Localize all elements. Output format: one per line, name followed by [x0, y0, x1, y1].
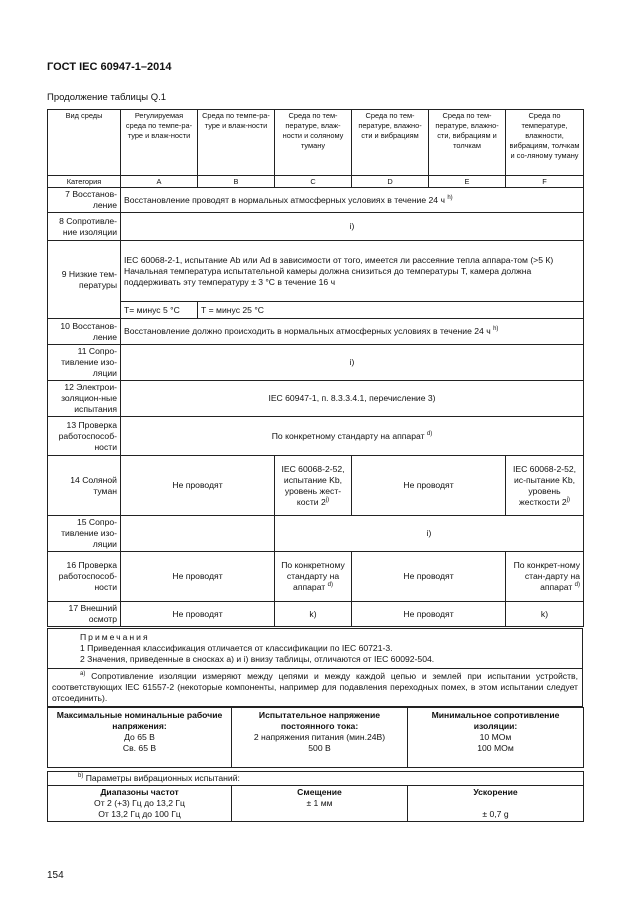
row-11-text: i)	[121, 345, 584, 381]
row-8-label: 8 Сопротивле-ние изоляции	[48, 213, 121, 241]
row-12-label: 12 Электрои-золяцион-ные испытания	[48, 381, 121, 417]
row-7	[48, 188, 584, 213]
row-16	[48, 552, 584, 602]
notes-heading: Примечания	[80, 632, 150, 642]
row-14	[48, 456, 584, 516]
row-12-text: IEC 60947-1, п. 8.3.3.4.1, перечисление 3)	[121, 381, 584, 417]
row-9-label: 9 Низкие тем-пературы	[48, 241, 121, 319]
row-16-ab: Не проводят	[121, 552, 275, 602]
category-f: F	[506, 176, 584, 188]
header-d: Среда по тем-пературе, влажно-сти и вибрациям	[352, 110, 429, 176]
notes-row	[48, 629, 583, 669]
insulation-voltage-table	[47, 707, 584, 768]
vibration-row	[48, 786, 584, 822]
row-11-label: 11 Сопро-тивление изо-ляции	[48, 345, 121, 381]
footnote-a: $^{a)}$ Сопротивление изоляции измеряют между цепями и между каждой цепью и землей при испытании устройств, соответствующих IEC 61557-2 (некоторые компоненты, например для подавления переходных помех, в этом испытании следует отсоединить).	[48, 669, 583, 707]
voltage-col-2: Испытательное напряжение постоянного тока: 2 напряжения питания (мин.24В) 500 В	[232, 708, 408, 768]
header-c: Среда по тем-пературе, влаж-ности и соляному туману	[275, 110, 352, 176]
category-b: B	[198, 176, 275, 188]
note-2: 2 Значения, приведенные в сносках a) и i) внизу таблицы, отличаются от IEC 60092-504.	[80, 654, 435, 664]
row-16-de: Не проводят	[352, 552, 506, 602]
row-8-text: i)	[121, 213, 584, 241]
row-14-label: 14 Соляной туман	[48, 456, 121, 516]
row-9	[48, 241, 584, 302]
row-10-text: Восстановление должно происходить в нормальных атмосферных условиях в течение 24 ч $^{h)}$	[121, 319, 584, 345]
category-c: C	[275, 176, 352, 188]
header-e: Среда по тем-пературе, влажно-сти, вибрациям и толчкам	[429, 110, 506, 176]
row-9-text: IEC 60068-2-1, испытание Ab или Ad в зависимости от того, имеется ли рассеяние тепла аппара-том (>5 К) Начальная температура испытательной камеры должна снизиться до температуры Т, камера должна поддерживать эту температуру ± 3 °С в течение 16 ч	[121, 241, 584, 302]
header-f: Среда по температуре, влажности, вибрациям, толчкам и со-ляному туману	[506, 110, 584, 176]
vibration-col-1: Диапазоны частот От 2 (+3) Гц до 13,2 Гц От 13,2 Гц до 100 Гц	[48, 786, 232, 822]
row-17-ab: Не проводят	[121, 602, 275, 627]
row-14-ab: Не проводят	[121, 456, 275, 516]
row-16-label: 16 Проверка работоспособ-ности	[48, 552, 121, 602]
environment-test-table	[47, 109, 584, 627]
row-11	[48, 345, 584, 381]
row-15-text: i)	[275, 516, 584, 552]
vibration-col-2: Смещение ± 1 мм	[232, 786, 408, 822]
row-14-de: Не проводят	[352, 456, 506, 516]
voltage-col-1: Максимальные номинальные рабочие напряжения: До 65 В Св. 65 В	[48, 708, 232, 768]
table-caption: Продолжение таблицы Q.1	[47, 92, 167, 103]
row-17-f: k)	[506, 602, 584, 627]
category-d: D	[352, 176, 429, 188]
vibration-col-3: Ускорение ± 0,7 g	[408, 786, 584, 822]
row-9-temp-rest: Т = минус 25 °С	[198, 302, 584, 319]
row-9-temperatures	[48, 302, 584, 319]
footnote-a-row	[48, 669, 583, 707]
row-16-f: По конкрет-ному стан-дарту на аппарат $^{d)}$	[506, 552, 584, 602]
category-a: A	[121, 176, 198, 188]
header-a: Регулируемая среда по темпе-ра-туре и влаж-ности	[121, 110, 198, 176]
category-row	[48, 176, 584, 188]
category-label: Категория	[48, 176, 121, 188]
row-9-temp-a: Т= минус 5 °С	[121, 302, 198, 319]
row-15	[48, 516, 584, 552]
row-14-c: IEC 60068-2-52, испытание Kb, уровень жест-кости 2$^{j)}$	[275, 456, 352, 516]
row-10	[48, 319, 584, 345]
row-14-f: IEC 60068-2-52, ис-пытание Kb, уровень жесткости 2$^{j)}$	[506, 456, 584, 516]
document-title: ГОСТ IEC 60947-1–2014	[47, 61, 172, 73]
category-e: E	[429, 176, 506, 188]
row-13-text: По конкретному стандарту на аппарат $^{d)}$	[121, 417, 584, 456]
row-7-label: 7 Восстанов-ление	[48, 188, 121, 213]
row-17-c: k)	[275, 602, 352, 627]
header-row	[48, 110, 584, 176]
row-8	[48, 213, 584, 241]
row-12	[48, 381, 584, 417]
header-env: Вид среды	[48, 110, 121, 176]
row-13-label: 13 Проверка работоспособ-ности	[48, 417, 121, 456]
notes-cell	[48, 629, 583, 669]
voltage-row	[48, 708, 584, 768]
row-7-text: Восстановление проводят в нормальных атмосферных условиях в течение 24 ч $^{h)}$	[121, 188, 584, 213]
row-17-de: Не проводят	[352, 602, 506, 627]
voltage-col-3: Минимальное сопротивление изоляции: 10 МОм 100 МОм	[408, 708, 584, 768]
page-number: 154	[47, 870, 64, 881]
footnote-b-row	[48, 772, 584, 786]
row-15-label: 15 Сопро-тивление изо-ляции	[48, 516, 121, 552]
row-13	[48, 417, 584, 456]
header-b: Среда по темпе-ра-туре и влаж-ности	[198, 110, 275, 176]
row-17-label: 17 Внешний осмотр	[48, 602, 121, 627]
row-10-label: 10 Восстанов-ление	[48, 319, 121, 345]
row-16-c: По конкретному стандарту на аппарат $^{d)}$	[275, 552, 352, 602]
row-15-ab-empty	[121, 516, 275, 552]
note-1: 1 Приведенная классификация отличается от классификации по IEC 60721-3.	[80, 643, 393, 653]
vibration-table	[47, 771, 584, 822]
notes-table	[47, 628, 583, 707]
row-17	[48, 602, 584, 627]
footnote-b: $^{b)}$ Параметры вибрационных испытаний:	[48, 772, 584, 786]
